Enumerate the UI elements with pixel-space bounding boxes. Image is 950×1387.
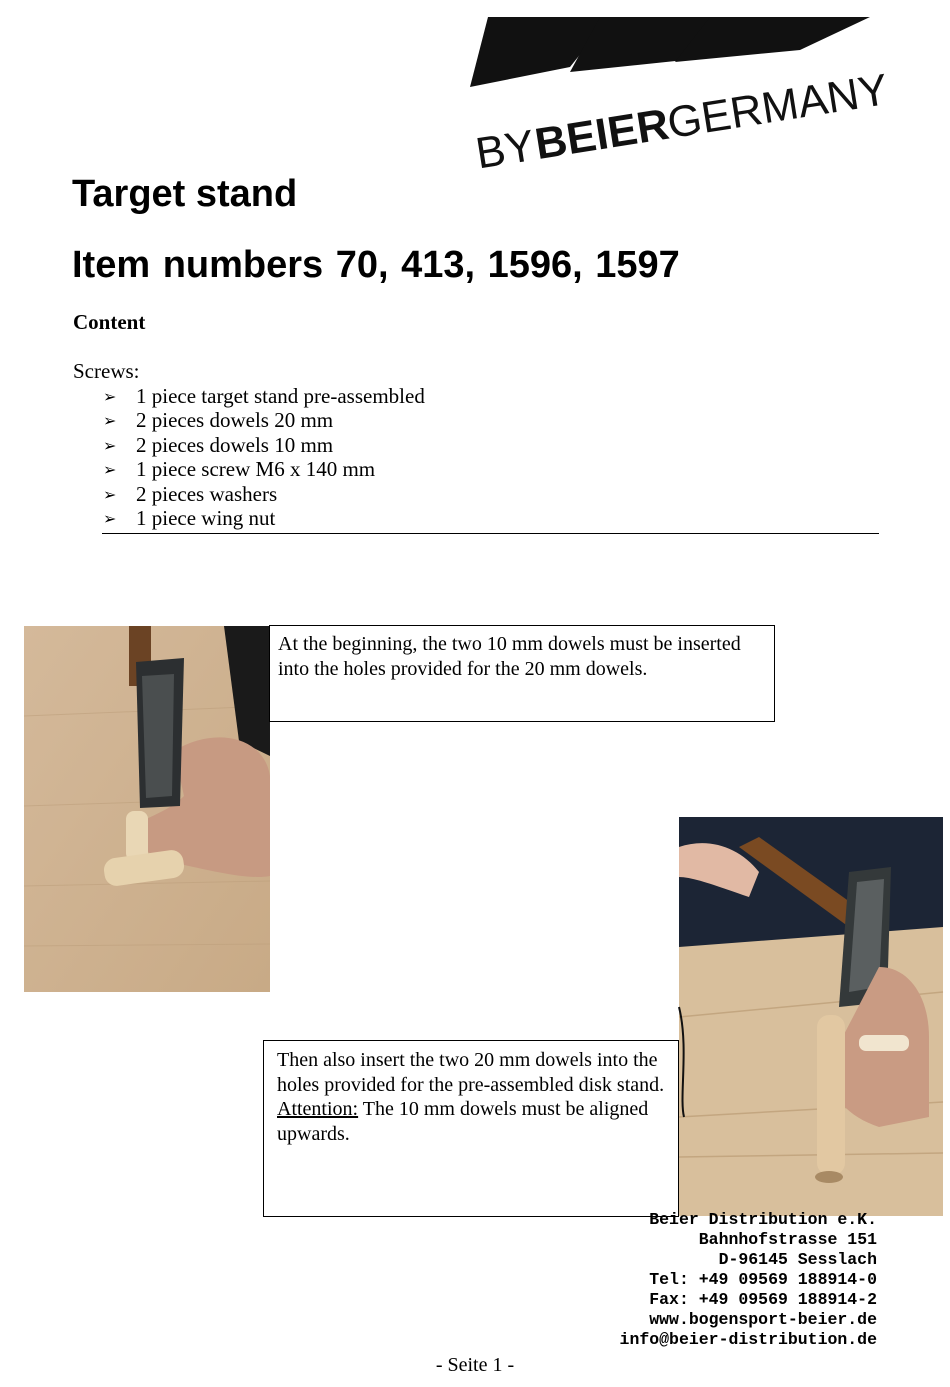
list-item: [103, 482, 425, 507]
step2-text: Then also insert the two 20 mm dowels into the holes provided for the pre-assembled disk stand.: [277, 1049, 665, 1096]
list-item-text: 1 piece target stand pre-assembled: [136, 383, 425, 408]
arrow-bullet-icon: ➢: [103, 411, 117, 431]
arrow-bullet-icon: ➢: [103, 509, 117, 529]
item-numbers-heading: Item numbers 70, 413, 1596, 1597: [72, 244, 680, 286]
step1-textbox: [269, 625, 775, 722]
logo-text-beier: BEIER: [531, 99, 673, 170]
company-address: [620, 1210, 877, 1350]
list-item: [103, 458, 425, 483]
list-item-text: 2 pieces washers: [136, 481, 278, 506]
address-website: www.bogensport-beier.de: [649, 1310, 877, 1329]
address-email: info@beier-distribution.de: [619, 1330, 877, 1349]
address-street: Bahnhofstrasse 151: [698, 1230, 877, 1249]
arrow-bullet-icon: ➢: [103, 484, 117, 504]
brand-logo: [470, 12, 892, 179]
document-title: Target stand: [72, 173, 298, 215]
address-phone: Tel: +49 09569 188914-0: [649, 1270, 877, 1289]
arrow-bullet-icon: ➢: [103, 435, 117, 455]
arrow-bullet-icon: ➢: [103, 386, 117, 406]
list-item-text: 1 piece wing nut: [136, 506, 276, 531]
logo-text-germany: GERMANY: [664, 64, 892, 149]
photo-insert-20mm-dowels: [679, 817, 943, 1216]
list-item: [103, 384, 425, 409]
step2-attention: [277, 1097, 665, 1146]
list-item-text: 1 piece screw M6 x 140 mm: [136, 457, 376, 482]
content-heading: Content: [73, 310, 146, 334]
parts-list: [103, 384, 425, 531]
attention-label: Attention:: [277, 1098, 359, 1120]
list-item: [103, 507, 425, 532]
list-item: [103, 433, 425, 458]
list-item-text: 2 pieces dowels 10 mm: [136, 432, 334, 457]
address-company: Beier Distribution e.K.: [649, 1210, 877, 1229]
logo-text-by: BY: [472, 120, 539, 179]
address-city: D-96145 Sesslach: [718, 1250, 877, 1269]
photo-insert-10mm-dowels: [24, 626, 270, 992]
attention-text: The 10 mm dowels must be aligned upwards.: [277, 1098, 649, 1145]
arrow-bullet-icon: ➢: [103, 460, 117, 480]
address-fax: Fax: +49 09569 188914-2: [649, 1290, 877, 1309]
screws-label: Screws:: [73, 359, 140, 383]
page-number: - Seite 1 -: [435, 1354, 515, 1376]
step2-textbox: [263, 1040, 679, 1217]
step1-text: At the beginning, the two 10 mm dowels must be inserted into the holes provided for the 20 mm dowels.: [278, 633, 741, 680]
list-item-text: 2 pieces dowels 20 mm: [136, 408, 334, 433]
list-item: [103, 409, 425, 434]
section-divider: [102, 533, 879, 534]
